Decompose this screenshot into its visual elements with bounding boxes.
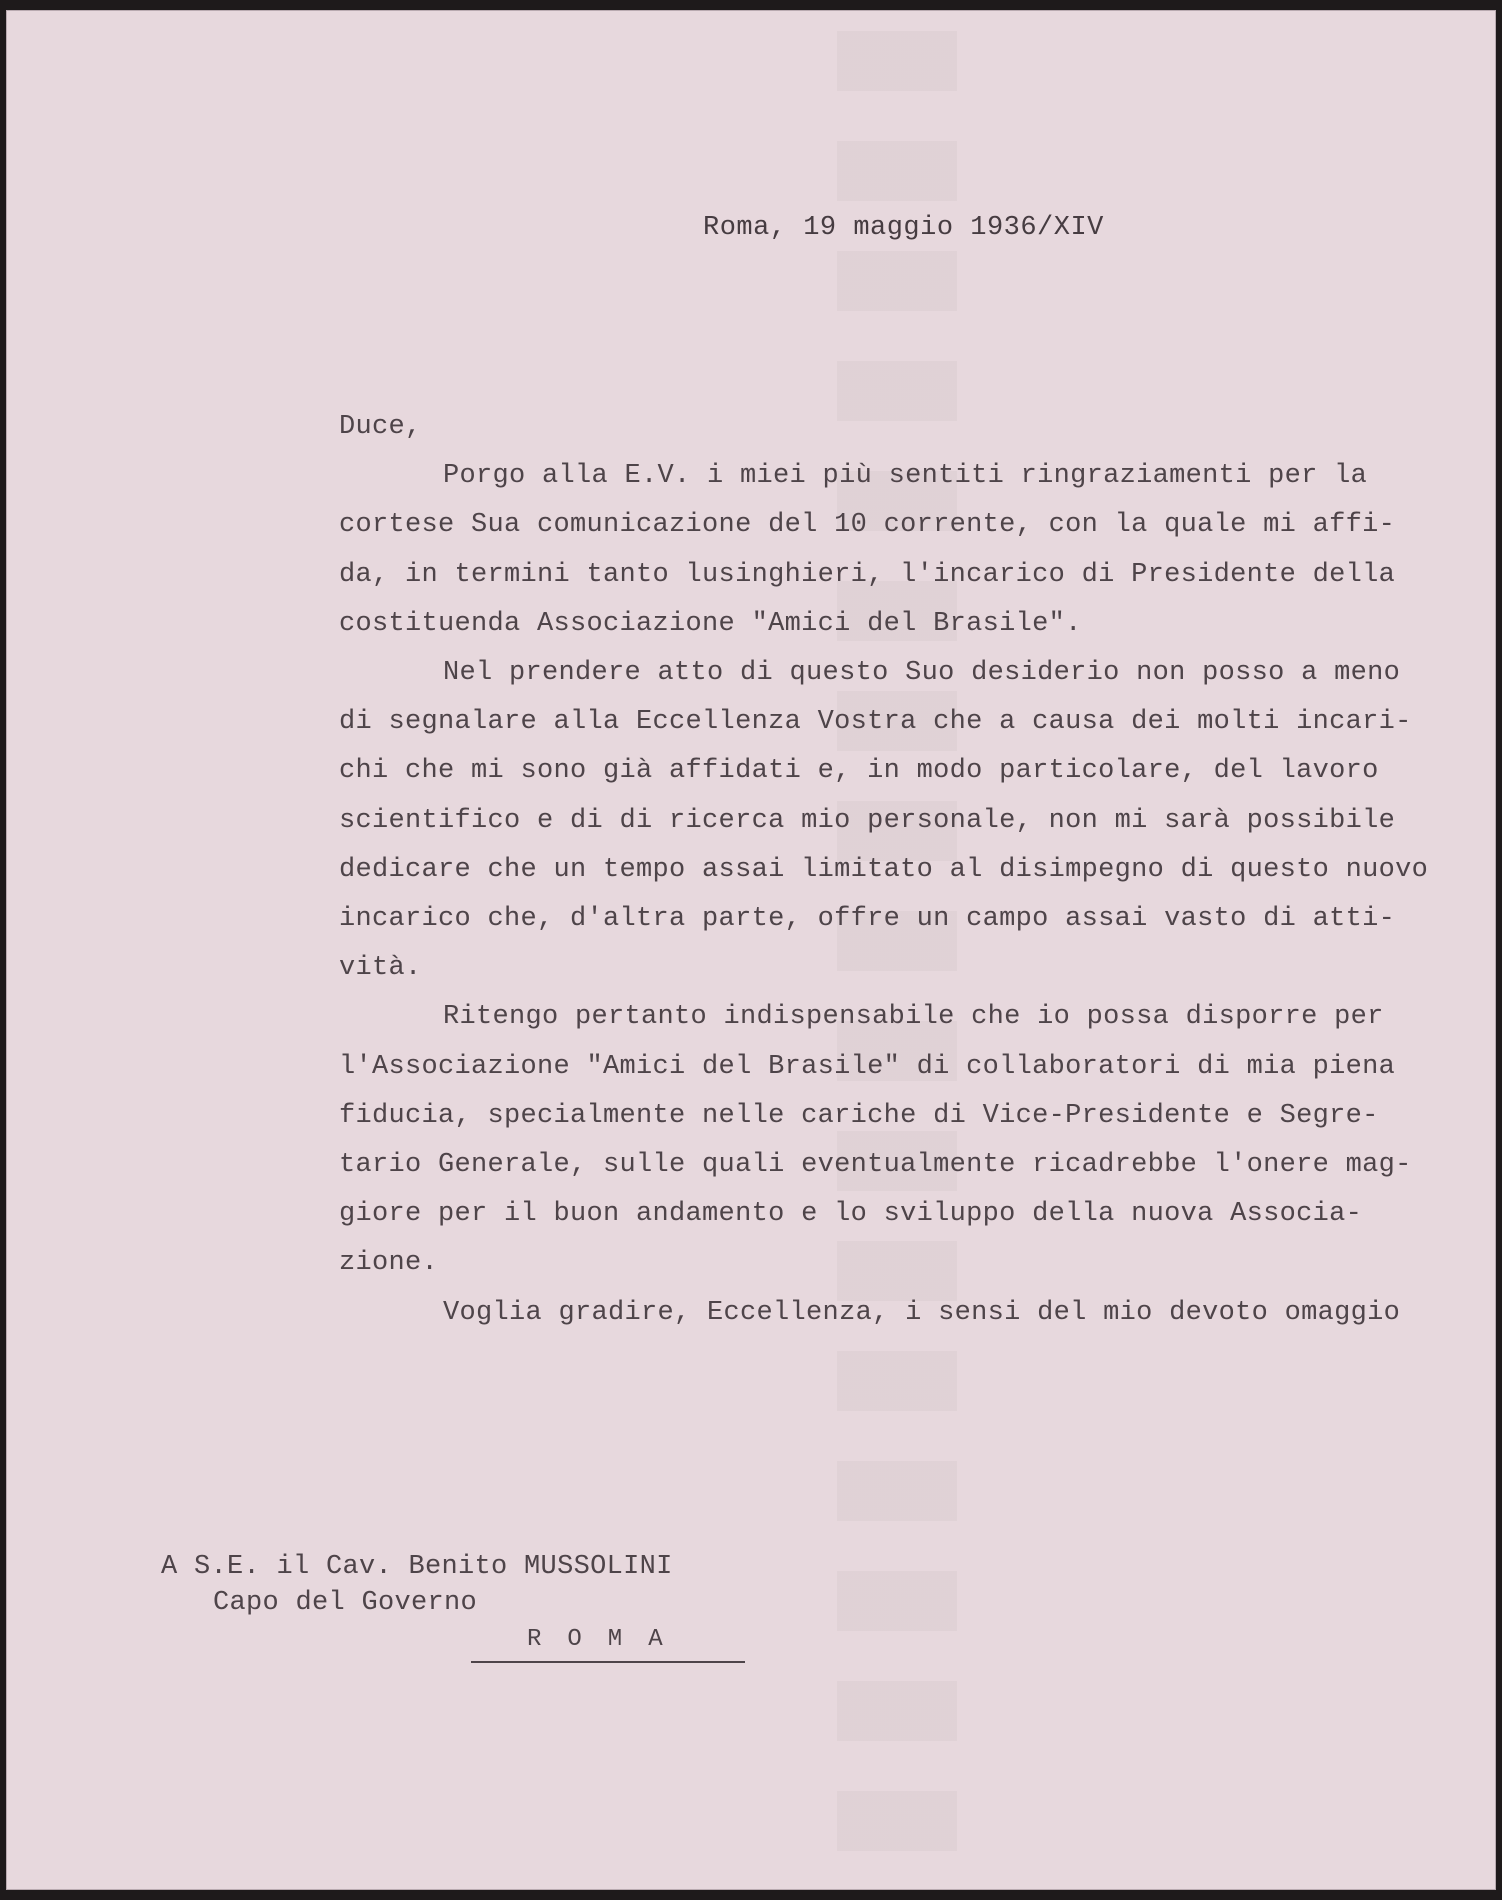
paragraph-2 [339,649,1479,993]
text-line: scientifico e di di ricerca mio personale, non mi sarà possibile [339,805,1396,836]
text-line: da, in termini tanto lusinghieri, l'incarico di Presidente della [339,559,1396,590]
recipient-title: Capo del Governo [213,1588,478,1618]
letter-date: Roma, 19 maggio 1936/XIV [703,213,1104,243]
text-line: l'Associazione "Amici del Brasile" di collaboratori di mia piena [339,1051,1396,1082]
text-line: dedicare che un tempo assai limitato al disimpegno di questo nuovo [339,854,1429,885]
text-line: vità. [339,953,422,984]
text-line: incarico che, d'altra parte, offre un campo assai vasto di atti- [339,904,1396,935]
paragraph-1 [339,452,1479,649]
recipient-city: ROMA [471,1625,745,1663]
text-line: zione. [339,1248,439,1279]
text-line: di segnalare alla Eccellenza Vostra che a causa dei molti incari- [339,707,1412,738]
text-line: Voglia gradire, Eccellenza, i sensi del mio devoto omaggio [443,1297,1401,1328]
salutation: Duce, [339,412,422,442]
letter-body [339,403,1479,1338]
text-line: giore per il buon andamento e lo sviluppo della nuova Associa- [339,1199,1363,1230]
text-line: Porgo alla E.V. i miei più sentiti ringraziamenti per la [443,461,1368,492]
text-line: cortese Sua comunicazione del 10 corrente, con la quale mi affi- [339,510,1396,541]
text-line: Nel prendere atto di questo Suo desiderio non posso a meno [443,658,1401,689]
text-line: fiducia, specialmente nelle cariche di Vice-Presidente e Segre- [339,1100,1379,1131]
text-line: costituenda Associazione "Amici del Brasile". [339,608,1082,639]
text-line: Ritengo pertanto indispensabile che io possa disporre per [443,1002,1384,1033]
recipient-name: A S.E. il Cav. Benito MUSSOLINI [161,1552,673,1582]
recipient-address [161,1549,745,1663]
letter-sheet [6,10,1496,1890]
text-line: tario Generale, sulle quali eventualmente ricadrebbe l'onere mag- [339,1150,1412,1181]
text-line: chi che mi sono già affidati e, in modo particolare, del lavoro [339,756,1379,787]
paragraph-4 [339,1289,1479,1338]
paragraph-3 [339,993,1479,1288]
